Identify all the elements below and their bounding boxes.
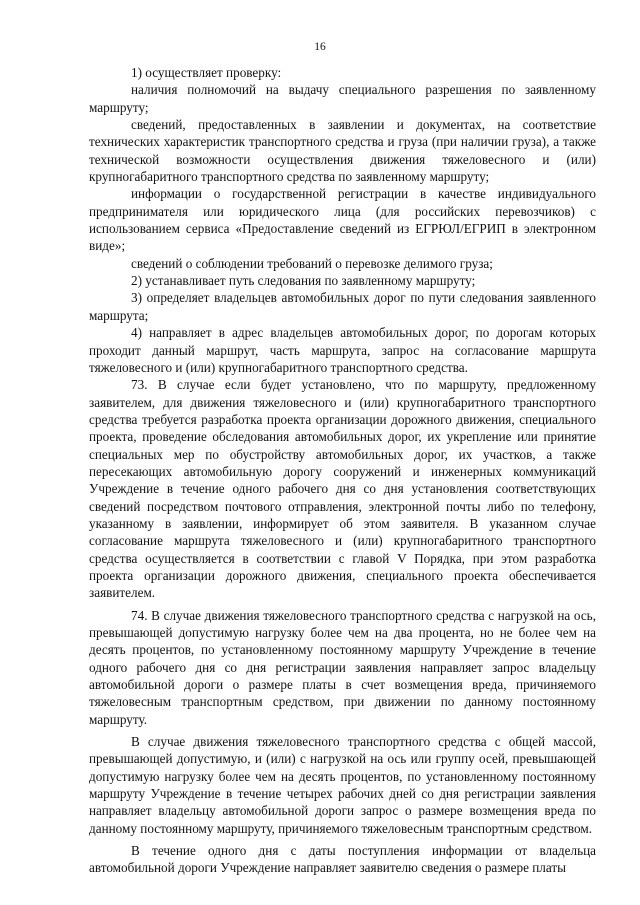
paragraph-3: сведений, предоставленных в заявлении и документах, на соответствие технических характеристик транспортного средства и груза (при наличии груза), а также технической возможности осуществления движения тяжеловесного и (или) крупногабаритного транспортного средства по заявленному маршруту; (89, 117, 596, 185)
document-body (89, 64, 596, 877)
paragraph-5: сведений о соблюдении требований о перевозке делимого груза; (131, 255, 493, 271)
paragraph-6: 2) устанавливает путь следования по заявленному маршруту; (131, 273, 476, 289)
paragraph-73: 73. В случае если будет установлено, что по маршруту, предложенному заявителем, для движения тяжеловесного и (или) крупногабаритного транспортного средства требуется разработка проекта организации дорожного движения, специального проекта, проведение обследования автомобильных дорог, их укрепление или принятие специальных мер по обустройству автомобильных дорог, их участков, а также пересекающих автомобильную дорогу сооружений и инженерных коммуникаций Учреждение в течение одного рабочего дня со дня установления соответствующих сведений посредством почтового отправления, электронной почты либо по телефону, указанному в заявлении, информирует об этом заявителя. В указанном случае согласование маршрута тяжеловесного и (или) крупногабаритного транспортного средства осуществляется в соответствии с главой V Порядка, при этом разработка проекта организации дорожного движения, специального проекта обеспечивается заявителем. (89, 377, 596, 601)
paragraph-8: 4) направляет в адрес владельцев автомобильных дорог, по дорогам которых проходит данный маршрут, часть маршрута, запрос на согласование маршрута тяжеловесного и (или) крупногабаритного транспортного средства. (89, 325, 596, 375)
paragraph-2: наличия полномочий на выдачу специального разрешения по заявленному маршруту; (89, 82, 596, 115)
paragraph-4: информации о государственной регистрации в качестве индивидуального предпринимателя или юридического лица (для российских перевозчиков) с использованием сервиса «Предоставление сведений из ЕГРЮЛ/ЕГРИП в электронном виде»; (89, 186, 596, 254)
paragraph-7: 3) определяет владельцев автомобильных дорог по пути следования заявленного маршрута; (89, 290, 596, 323)
paragraph-74-continuation: В случае движения тяжеловесного транспортного средства с общей массой, превышающей допустимую, и (или) с нагрузкой на ось или группу осей, превышающей допустимую нагрузку более чем на десять процентов, по установленному постоянному маршруту Учреждение в течение четырех рабочих дней со дня регистрации заявления направляет владельцу автомобильной дороги запрос о размере возмещения вреда по данному постоянному маршруту, причиняемого тяжеловесным транспортным средством. (89, 734, 596, 836)
paragraph-payment-info: В течение одного дня с даты поступления информации от владельца автомобильной дороги Учреждение направляет заявителю сведения о размере платы (89, 843, 596, 876)
paragraph-1: 1) осуществляет проверку: (131, 65, 282, 80)
paragraph-74: 74. В случае движения тяжеловесного транспортного средства с нагрузкой на ось, превышающей допустимую нагрузку более чем на два процента, но не более чем на десять процентов, по установленному постоянному маршруту Учреждение в течение одного рабочего дня со дня регистрации заявления направляет запрос владельцу автомобильной дороги о размере платы в счет возмещения вреда, причиняемого тяжеловесным транспортным средством, при движении по данному постоянному маршруту. (89, 607, 596, 727)
page-number: 16 (314, 41, 326, 53)
